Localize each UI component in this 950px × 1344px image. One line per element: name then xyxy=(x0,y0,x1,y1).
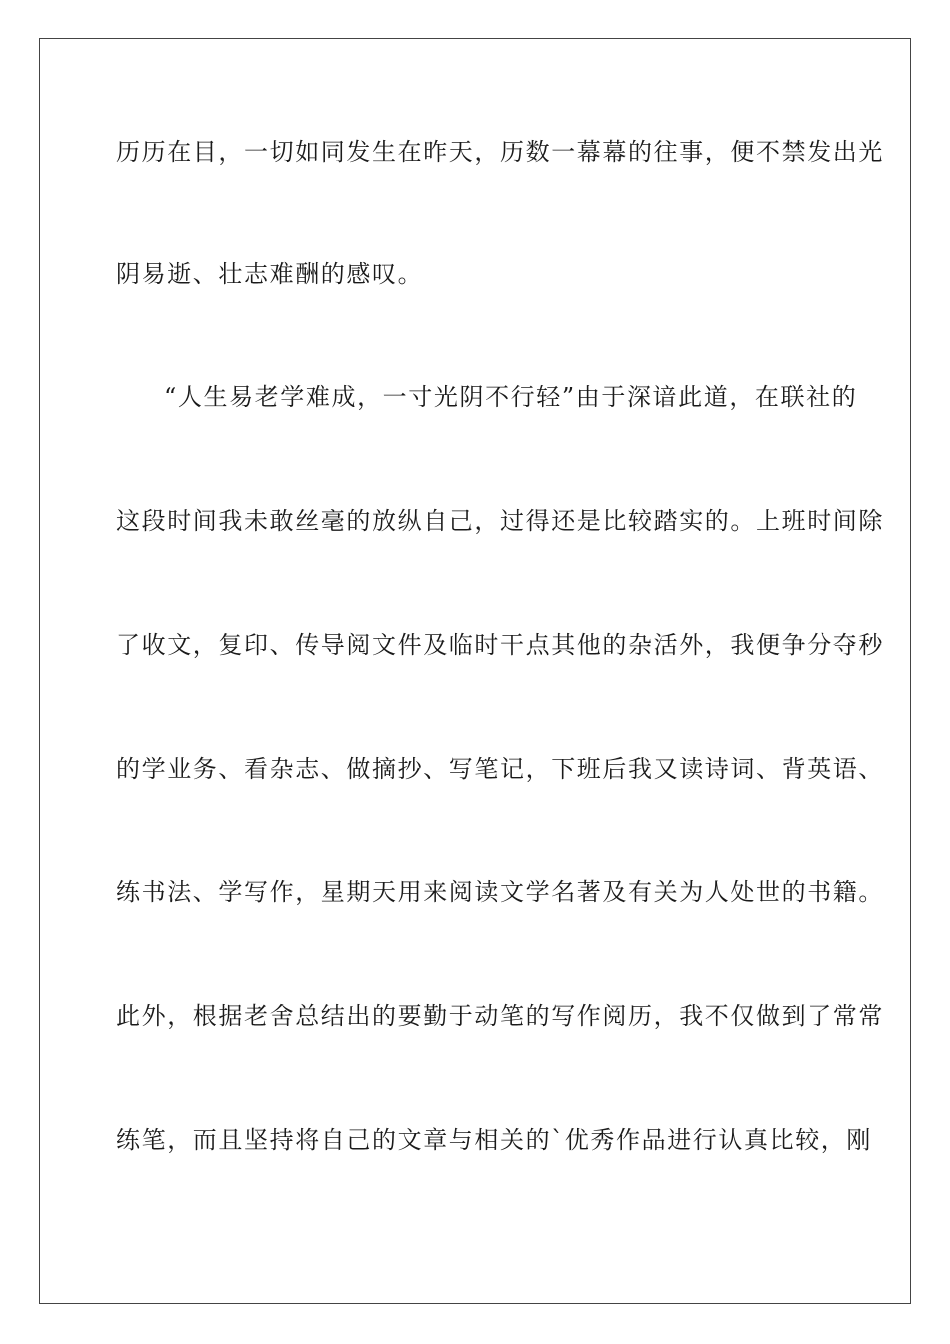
text-line-7: 练书法、学写作，星期天用来阅读文学名著及有关为人处世的书籍。 xyxy=(116,878,884,906)
text-line-2: 阴易逝、壮志难酬的感叹。 xyxy=(116,260,424,288)
text-line-4: 这段时间我未敢丝毫的放纵自己，过得还是比较踏实的。上班时间除 xyxy=(116,507,884,535)
text-line-3: “人生易老学难成，一寸光阴不行轻”由于深谙此道，在联社的 xyxy=(164,383,858,411)
text-line-5: 了收文，复印、传导阅文件及临时干点其他的杂活外，我便争分夺秒 xyxy=(116,631,884,659)
text-line-1: 历历在目，一切如同发生在昨天，历数一幕幕的往事，便不禁发出光 xyxy=(116,138,884,166)
text-line-8: 此外，根据老舍总结出的要勤于动笔的写作阅历，我不仅做到了常常 xyxy=(116,1002,884,1030)
page-border xyxy=(39,38,911,1304)
text-line-6: 的学业务、看杂志、做摘抄、写笔记，下班后我又读诗词、背英语、 xyxy=(116,755,884,783)
text-line-9: 练笔，而且坚持将自己的文章与相关的`优秀作品进行认真比较，刚 xyxy=(116,1126,872,1154)
